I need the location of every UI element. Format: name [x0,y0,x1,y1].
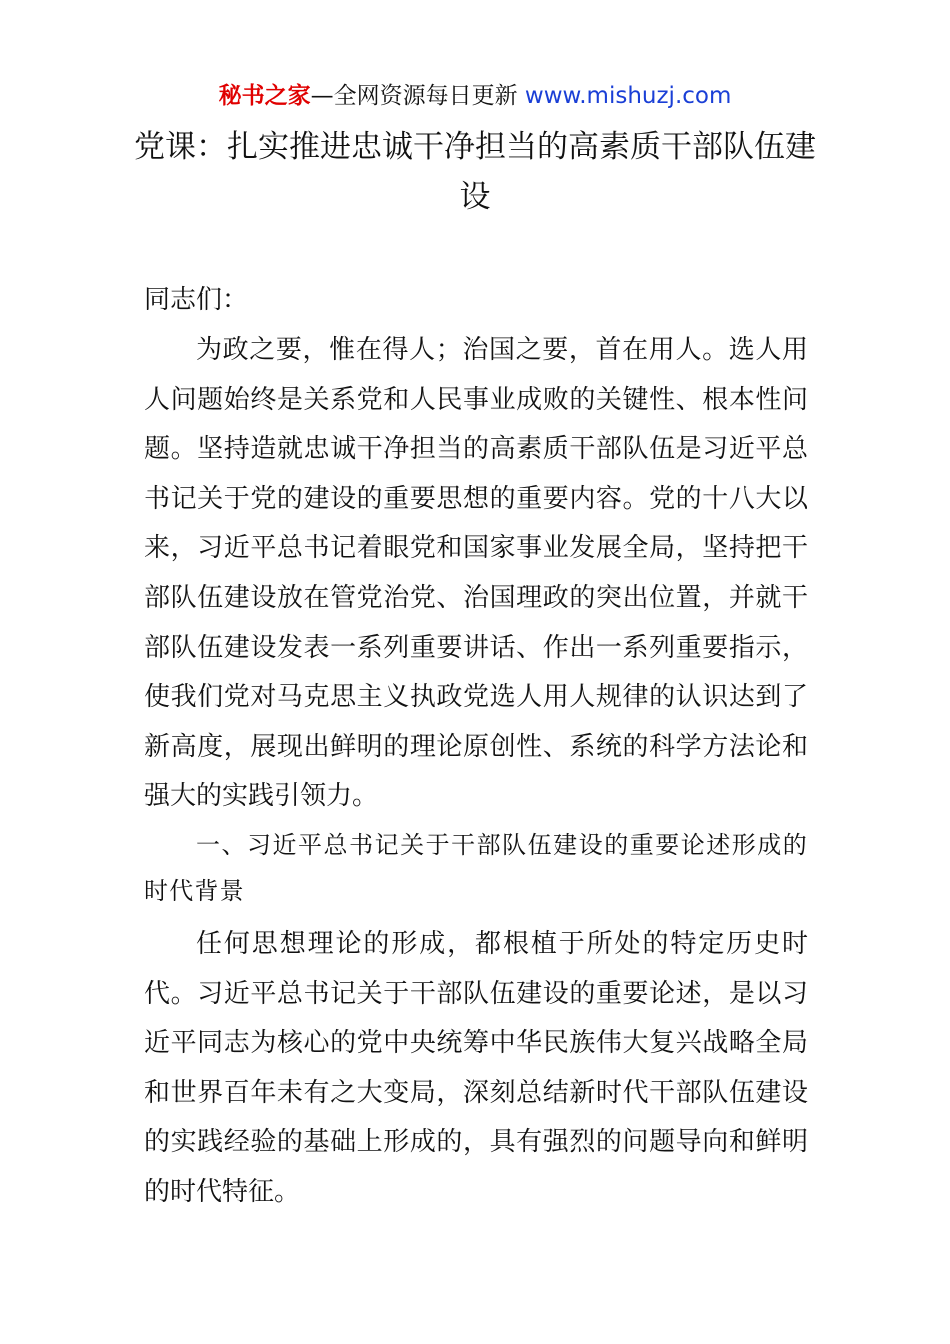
paragraph-intro: 为政之要，惟在得人；治国之要，首在用人。选人用人问题始终是关系党和人民事业成败的关键性、根本性问题。坚持造就忠诚干净担当的高素质干部队伍是习近平总书记关于党的建设的重要思想的重要内容。党的十八大以来，习近平总书记着眼党和国家事业发展全局，坚持把干部队伍建设放在管党治党、治国理政的突出位置，并就干部队伍建设发表一系列重要讲话、作出一系列重要指示，使我们党对马克思主义执政党选人用人规律的认识达到了新高度，展现出鲜明的理论原创性、系统的科学方法论和强大的实践引领力。 [144,335,808,812]
brand-name: 秘书之家 [218,83,311,109]
salutation: 同志们： [144,285,249,315]
document-title: 党课：扎实推进忠诚干净担当的高素质干部队伍建设 [134,129,816,215]
paragraph-background: 任何思想理论的形成，都根植于所处的特定历史时代。习近平总书记关于干部队伍建设的重要论述，是以习近平同志为核心的党中央统筹中华民族伟大复兴战略全局和世界百年未有之大变局，深刻总结新时代干部队伍建设的实践经验的基础上形成的，具有强烈的问题导向和鲜明的时代特征。 [144,929,808,1207]
site-url: www.mishuzj.com [524,83,732,109]
banner-tagline: —全网资源每日更新 [310,83,525,109]
section-heading: 一、习近平总书记关于干部队伍建设的重要论述形成的时代背景 [144,831,808,905]
site-banner [0,80,950,112]
